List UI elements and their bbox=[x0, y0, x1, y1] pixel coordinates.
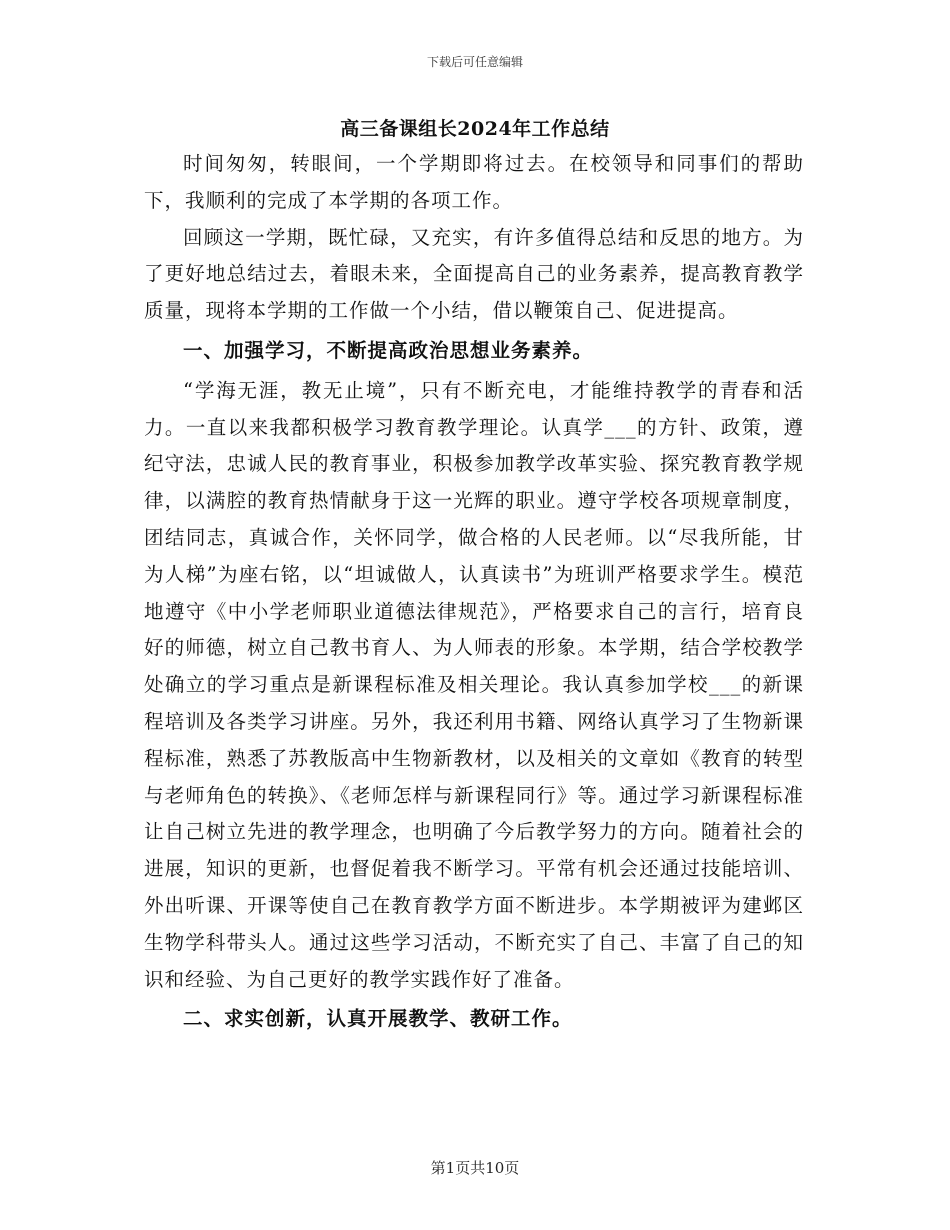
page-header: 下载后可任意编辑 bbox=[426, 55, 523, 69]
section-heading-2: 二、求实创新，认真开展教学、教研工作。 bbox=[183, 1007, 573, 1031]
paragraph-study: “学海无涯，教无止境”，只有不断充电，才能维持教学的青春和活力。一直以来我都积极学习教育教学理论。认真学___的方针、政策，遵纪守法，忠诚人民的教育事业，积极参加教学改革实验、探究教育教学规律，以满腔的教育热情献身于这一光辉的职业。遵守学校各项规章制度，团结同志，真诚合作，关怀同学，做合格的人民老师。以“尽我所能，甘为人梯”为座右铭，以“坦诚做人，认真读书”为班训严格要求学生。模范地遵守《中小学老师职业道德法律规范》，严格要求自己的言行，培育良好的师德，树立自己教书育人、为人师表的形象。本学期，结合学校教学处确立的学习重点是新课程标准及相关理论。我认真参加学校___的新课程培训及各类学习讲座。另外，我还利用书籍、网络认真学习了生物新课程标准，熟悉了苏教版高中生物新教材，以及相关的文章如《教育的转型与老师角色的转换》、《老师怎样与新课程同行》等。通过学习新课程标准让自己树立先进的教学理念，也明确了今后教学努力的方向。随着社会的进展，知识的更新，也督促着我不断学习。平常有机会还通过技能培训、外出听课、开课等使自己在教育教学方面不断进步。本学期被评为建邺区生物学科带头人。通过这些学习活动，不断充实了自己、丰富了自己的知识和经验、为自己更好的教学实践作好了准备。 bbox=[144, 378, 804, 991]
paragraph-review: 回顾这一学期，既忙碌，又充实，有许多值得总结和反思的地方。为了更好地总结过去，着眼未来，全面提高自己的业务素养，提高教育教学质量，现将本学期的工作做一个小结，借以鞭策自己、促进提高。 bbox=[144, 225, 804, 323]
section-heading-1: 一、加强学习，不断提高政治思想业务素养。 bbox=[183, 338, 594, 362]
page-footer: 第1页共10页 bbox=[430, 1159, 520, 1177]
paragraph-intro: 时间匆匆，转眼间，一个学期即将过去。在校领导和同事们的帮助下，我顺利的完成了本学期的各项工作。 bbox=[144, 152, 804, 212]
document-body bbox=[144, 146, 804, 1041]
document-title: 高三备课组长2024年工作总结 bbox=[340, 118, 610, 140]
